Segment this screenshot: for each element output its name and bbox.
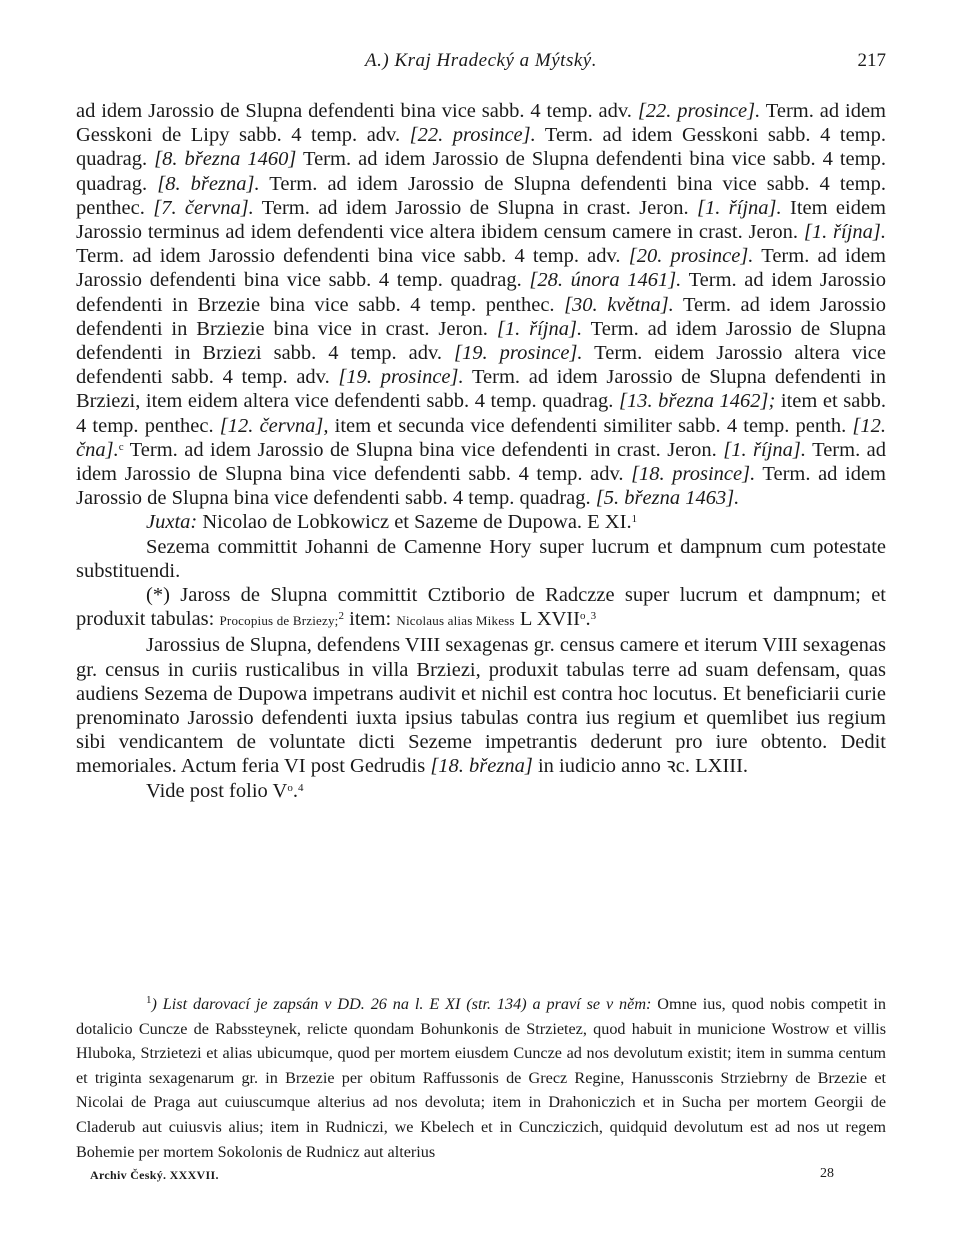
page-header xyxy=(76,44,886,78)
footnote-ref: 2 xyxy=(338,610,344,623)
footnote-1: $^1$) List darovací je zapsán v DD. 26 na l. E XI (str. 134) a praví se v něm: Omne ius, quod nobis competit in dotalicio Cuncze de Rabssteynek, relicte quondam Bohunkonis de Strzietez, quod habuit in municione Wostrow et villis Hluboka, Strzietezi et alias ubicumque, quod per mortem eiusdem Cuncze ad nos devolutum existit; item in summa centum et triginta sexagenarum gr. in Brzezie per obitum Raffussonis de Grecz Regine, Hanussconis Strziebrny de Brzezie et Nicolai de Praga aut cuiuscumque alterius ad nos devoluta; item in Drahoniczich et in Sucha per mortem Georgii de Claderub aut cuiusvis alius; item in Rudniczi, we Kbelech et in Cuncziczich, quidquid devolutum est ad nos ut regem Bohemie per mortem Sokolonis de Rudnicz aut alterius xyxy=(76,994,886,1161)
paragraph-juxta: Juxta: Nicolao de Lobkowicz et Sazeme de Dupowa. E XI.$^1$ xyxy=(146,511,638,534)
paragraph-terms: ad idem Jarossio de Slupna defendenti bina vice sabb. 4 temp. adv. [22. prosince]. Term. ad idem Gesskoni de Lipy sabb. 4 temp. adv. [22. prosince]. Term. ad idem Gesskoni sabb. 4 temp. quadrag. [8. března 1460] Term. ad idem Jarossio de Slupna defendenti bina vice sabb. 4 temp. quadrag. [8. března]. Term. ad idem Jarossio de Slupna defendenti bina vice sabb. 4 temp. penthec. [7. června]. Term. ad idem Jarossio de Slupna in crast. Jeron. [1. října]. Item eidem Jarossio terminus ad idem defendenti vice altera ibidem censum camere in crast. Jeron. [1. října]. Term. ad idem Jarossio defendenti bina vice sabb. 4 temp. adv. [20. prosince]. Term. ad idem Jarossio defendenti bina vice sabb. 4 temp. quadrag. [28. února 1461]. Term. ad idem Jarossio defendenti in Brzezie bina vice sabb. 4 temp. penthec. [30. května]. Term. ad idem Jarossio defendenti in Brziezie bina vice in crast. Jeron. [1. října]. Term. ad idem Jarossio de Slupna defendenti in Brziezi sabb. 4 temp. adv. [19. prosince]. Term. eidem Jarossio altera vice defendenti sabb. 4 temp. adv. [19. prosince]. Term. ad idem Jarossio de Slupna defendenti in Brziezi, item eidem altera vice defendenti sabb. 4 temp. quadrag. [13. března 1462]; item et sabb. 4 temp. penthec. [12. června], item et secunda vice defendenti similiter sabb. 4 temp. penth. [12. čna].$^c$ Term. ad idem Jarossio de Slupna bina vice defendenti in crast. Jeron. [1. října]. Term. ad idem Jarossio de Slupna bina vice defendenti sabb. 4 temp. adv. [18. prosince]. Term. ad idem Jarossio de Slupna bina vice defendenti sabb. 4 temp. quadrag. [5. března 1463]. xyxy=(76,100,887,510)
footnote-ref: c xyxy=(118,440,124,453)
footnote-ref: 1 xyxy=(631,513,638,526)
footnotes xyxy=(76,992,886,1164)
running-title: A.) Kraj Hradecký a Mýtský. xyxy=(365,50,597,71)
footer-signature: Archiv Český. XXXVII. xyxy=(90,1168,219,1182)
paragraph-sezema: Sezema committit Johanni de Camenne Hory super lucrum et dampnum cum potestate substituendi. xyxy=(76,535,886,582)
footnote-ref: 3 xyxy=(590,610,597,623)
footnote-ref: 4 xyxy=(297,781,304,794)
page-number: 217 xyxy=(857,50,886,71)
paragraph-jarossius: Jarossius de Slupna, defendens VIII sexagenas gr. census camere et iterum VIII sexagenas gr. census in curiis rusticalibus in villa Brziezi, produxit tabulas terre ad suam defensam, quas audiens Sezema de Dupowa impetrans audivit et nichil est contra hoc locutus. Et beneficiarii curie prenominato Jarossio defendenti iuxta ipsius tabulas contra ius regium et quemlibet ius regium sibi vendicantem de voluntate dicti Sezeme impetrantis dederunt pro iure obtento. Dedit memoriales. Actum feria VI post Gedrudis [18. března] in iudicio anno ꝛc. LXIII. xyxy=(76,634,886,778)
page-footer xyxy=(76,1166,886,1188)
main-text xyxy=(76,99,886,803)
sheet-number: 28 xyxy=(820,1166,834,1181)
paragraph-vide: Vide post folio $V^o.^4$ xyxy=(146,779,304,802)
paragraph-jaross: (*) Jaross de Slupna committit Cztiborio de Radczze super lucrum et dampnum; et produxit tabulas: Procopius de Brziezy;$^2$ item: Nicolaus alias Mikess L XVII$^o$.$^3$ xyxy=(76,584,886,631)
footnote-marker: 1 xyxy=(146,994,152,1006)
